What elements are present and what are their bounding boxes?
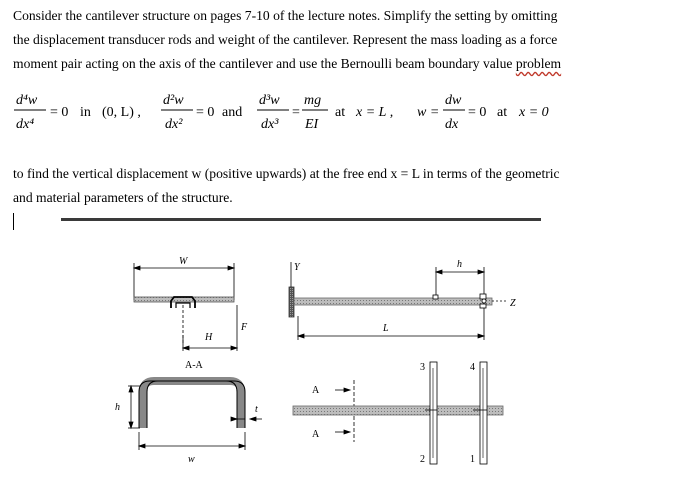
boundary-value-equation <box>0 86 677 146</box>
section-AA <box>128 381 262 450</box>
label-Y: Y <box>294 262 300 273</box>
eq-w-equals: w = <box>417 105 440 120</box>
label-L: L <box>383 323 389 334</box>
eq-interval: (0, L) , <box>102 105 141 120</box>
top-view <box>134 263 237 351</box>
eq-mg: mg <box>304 93 322 108</box>
eq-cond-2: x = 0 <box>519 105 549 120</box>
label-t: t <box>255 404 258 415</box>
eq-EI: EI <box>305 117 319 132</box>
paragraph-line: Consider the cantilever structure on pages 7-10 of the lecture notes. Simplify the setting by omitting <box>13 8 558 23</box>
paragraph-line <box>13 52 561 76</box>
eq-d3w: d³w <box>259 93 280 108</box>
paragraph-line: and material parameters of the structure. <box>13 190 233 205</box>
eq-at-1: at <box>335 105 346 120</box>
label-A-upper: A <box>312 385 320 396</box>
side-view <box>289 262 508 340</box>
eq-cond-1: x = L , <box>356 105 394 120</box>
eq-and: and <box>222 105 243 120</box>
label-section-AA: A-A <box>185 360 203 371</box>
eq-d4w: d⁴w <box>16 93 38 108</box>
cantilever-figure <box>0 230 677 487</box>
label-h-right: h <box>457 259 462 270</box>
paragraph-line-text: moment pair acting on the axis of the cantilever and use the Bernoulli beam boundary value <box>13 56 516 71</box>
problem-paragraph-1 <box>13 4 561 76</box>
eq-zero-a: = 0 <box>50 105 69 120</box>
label-F: F <box>241 322 248 333</box>
label-W-top: W <box>179 256 188 267</box>
text-cursor <box>13 213 14 230</box>
paragraph-line: to find the vertical displacement w (positive upwards) at the free end x = L in terms of the geometric <box>13 166 560 181</box>
label-h-left: h <box>115 402 120 413</box>
label-Z: Z <box>510 298 516 309</box>
label-mass-2: 2 <box>420 454 425 465</box>
eq-at-2: at <box>497 105 508 120</box>
label-A-lower: A <box>312 429 320 440</box>
eq-dx3: dx³ <box>261 117 279 132</box>
problem-paragraph-2 <box>13 162 560 210</box>
label-w-bottom: w <box>188 454 195 465</box>
horizontal-rule <box>61 218 541 221</box>
eq-zero-b: = 0 <box>196 105 215 120</box>
paragraph-line: the displacement transducer rods and weight of the cantilever. Represent the mass loading as a force <box>13 32 558 47</box>
label-mass-4: 4 <box>470 362 475 373</box>
spellcheck-word: problem <box>515 56 562 71</box>
label-H: H <box>205 332 213 343</box>
label-mass-3: 3 <box>420 362 425 373</box>
eq-dx4: dx⁴ <box>16 117 35 132</box>
eq-d2w: d²w <box>163 93 184 108</box>
eq-equals: = <box>292 105 300 120</box>
eq-in: in <box>80 105 91 120</box>
mass-view <box>293 362 503 464</box>
eq-dw: dw <box>445 93 462 108</box>
eq-dx2: dx² <box>165 117 183 132</box>
eq-zero-d: = 0 <box>468 105 487 120</box>
label-mass-1: 1 <box>470 454 475 465</box>
eq-dx: dx <box>445 117 459 132</box>
